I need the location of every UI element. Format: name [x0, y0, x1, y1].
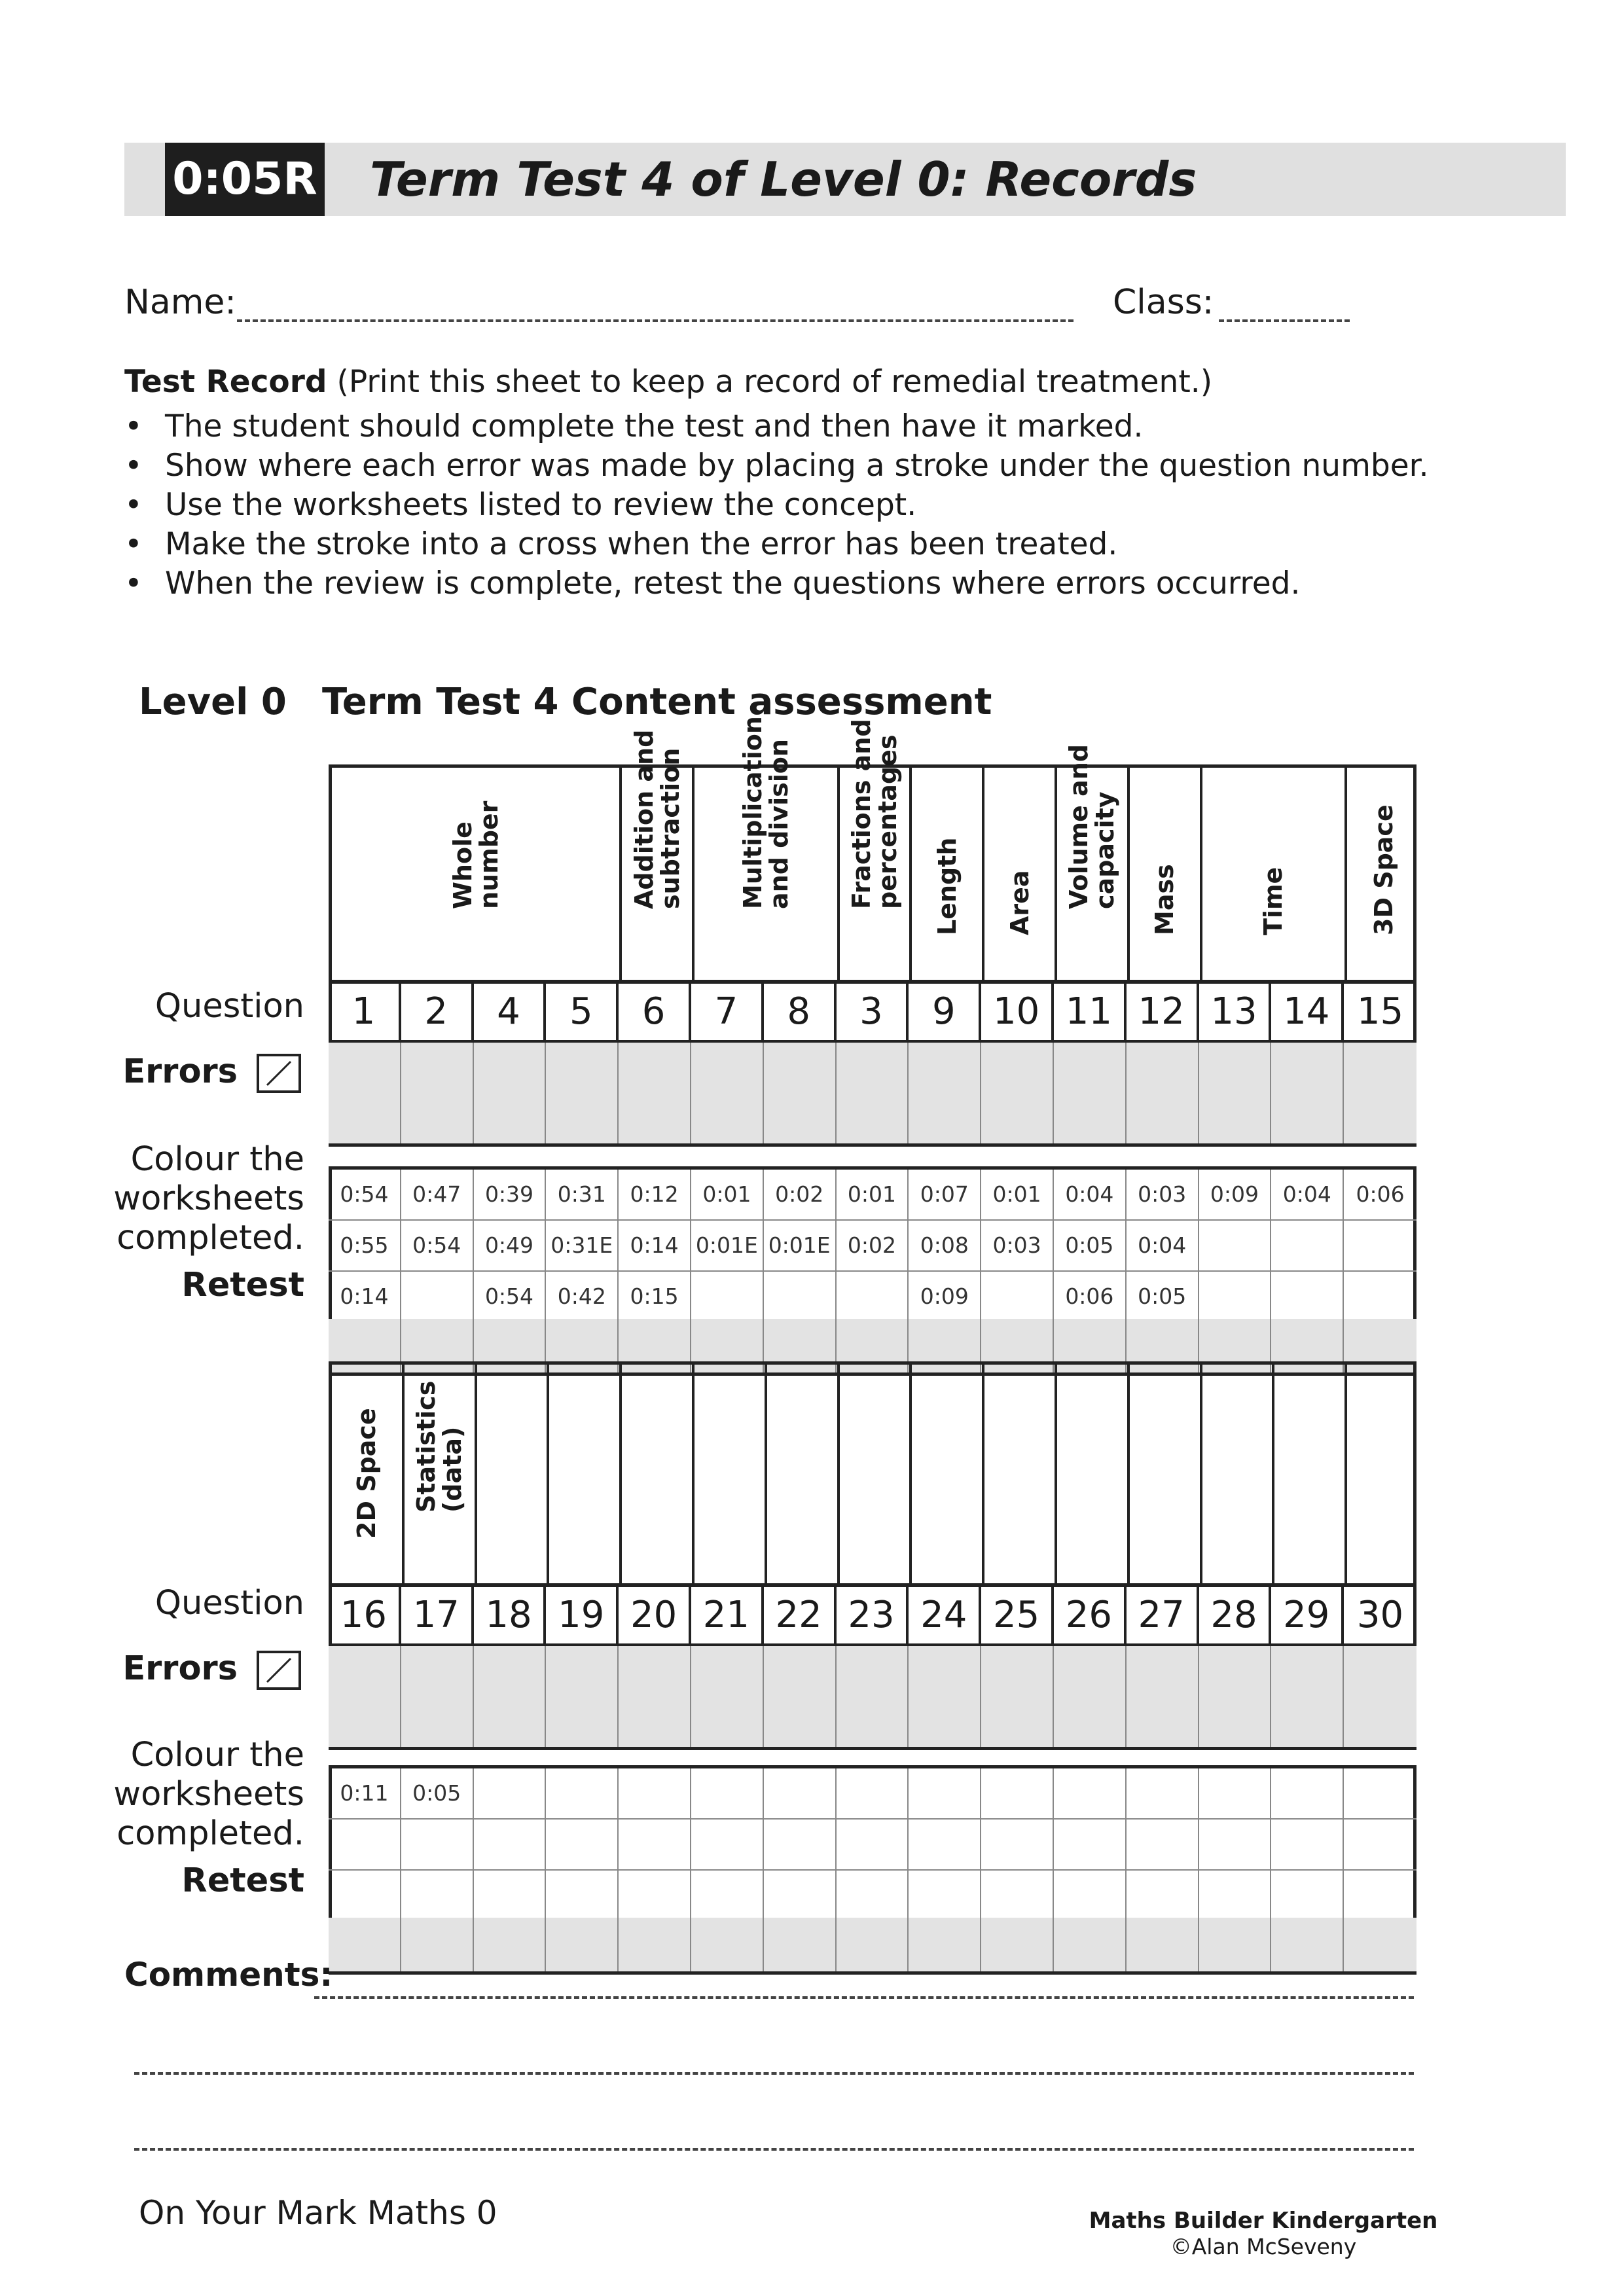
category-header: [332, 768, 622, 980]
comments-label: Comments:: [124, 1956, 333, 1994]
name-label: Name:: [124, 283, 236, 322]
test-record-note: (Print this sheet to keep a record of remedial treatment.): [327, 364, 1213, 400]
error-mark-cell[interactable]: [401, 1646, 474, 1747]
colour-label-line3: completed.: [117, 1814, 304, 1853]
question-row-label: Question: [154, 987, 304, 1026]
category-header: [1202, 768, 1348, 980]
retest-cell[interactable]: [546, 1918, 619, 1971]
worksheet-cell[interactable]: [619, 1820, 691, 1869]
worksheet-cell[interactable]: [691, 1820, 764, 1869]
footer-book-title: Maths Builder Kindergarten: [1089, 2208, 1438, 2234]
category-header: [405, 1365, 477, 1583]
worksheet-cell[interactable]: [474, 1768, 547, 1818]
worksheet-cell[interactable]: [401, 1272, 474, 1321]
category-header: [984, 768, 1057, 980]
worksheet-cell[interactable]: [1271, 1820, 1344, 1869]
question-number: 22: [764, 1587, 837, 1643]
retest-cell[interactable]: [691, 1918, 764, 1971]
question-row: [329, 984, 1416, 1040]
category-label: Length: [932, 837, 962, 935]
question-number: 19: [546, 1587, 619, 1643]
worksheet-cell[interactable]: 0:54: [401, 1221, 474, 1270]
question-number: 12: [1127, 984, 1199, 1040]
worksheet-cell[interactable]: 0:02: [764, 1170, 837, 1219]
question-number: 21: [691, 1587, 764, 1643]
retest-row: [329, 1918, 1416, 1971]
error-mark-cell[interactable]: [546, 1646, 619, 1747]
worksheet-cell[interactable]: [1054, 1820, 1127, 1869]
question-number: 5: [546, 984, 619, 1040]
error-mark-cell[interactable]: [401, 1043, 474, 1143]
question-number: 4: [474, 984, 547, 1040]
question-number: 15: [1356, 990, 1404, 1033]
category-header: [1130, 1365, 1202, 1583]
worksheet-cell[interactable]: [764, 1768, 837, 1818]
class-field[interactable]: [1219, 319, 1350, 322]
category-label: 3D Space: [1369, 804, 1398, 935]
worksheet-cell[interactable]: 0:55: [329, 1221, 401, 1270]
question-number: 16: [329, 1587, 401, 1643]
question-number: 27: [1127, 1587, 1199, 1643]
worksheet-row: [329, 1768, 1416, 1820]
error-mark-cell[interactable]: [909, 1646, 981, 1747]
worksheet-cell[interactable]: 0:03: [981, 1221, 1054, 1270]
worksheet-cell[interactable]: [1127, 1768, 1199, 1818]
question-number: 14: [1271, 984, 1344, 1040]
category-header-row: [329, 716, 1416, 983]
worksheet-cell[interactable]: 0:03: [1127, 1170, 1199, 1219]
worksheet-cell[interactable]: [1271, 1871, 1344, 1920]
question-number: 1: [329, 984, 401, 1040]
worksheet-cell[interactable]: [619, 1768, 691, 1818]
worksheet-cell[interactable]: [1199, 1272, 1272, 1321]
error-mark-cell[interactable]: [837, 1043, 909, 1143]
stroke-mark-icon: [257, 1054, 301, 1093]
error-mark-cell[interactable]: [691, 1043, 764, 1143]
retest-cell[interactable]: [1127, 1918, 1199, 1971]
error-mark-cell[interactable]: [619, 1646, 691, 1747]
error-mark-cell[interactable]: [981, 1043, 1054, 1143]
retest-cell[interactable]: [1054, 1918, 1127, 1971]
test-record-heading: Test Record: [124, 364, 327, 400]
worksheet-cell[interactable]: [1344, 1820, 1416, 1869]
question-number: 17: [401, 1587, 474, 1643]
worksheet-cell[interactable]: [981, 1768, 1054, 1818]
worksheet-cell[interactable]: [1127, 1820, 1199, 1869]
instruction-item: • Make the stroke into a cross when the error has been treated.: [124, 526, 1118, 562]
retest-row-label: Retest: [181, 1861, 304, 1900]
category-label: Mass: [1150, 864, 1180, 935]
worksheet-cell[interactable]: 0:01: [981, 1170, 1054, 1219]
worksheet-cell[interactable]: [691, 1768, 764, 1818]
retest-cell[interactable]: [764, 1918, 837, 1971]
worksheet-cell[interactable]: 0:14: [619, 1221, 691, 1270]
category-header: [332, 1365, 405, 1583]
category-label: Time: [1259, 867, 1288, 935]
worksheet-cell[interactable]: [764, 1871, 837, 1920]
worksheet-cell[interactable]: [981, 1820, 1054, 1869]
question-number: 13: [1199, 984, 1272, 1040]
worksheet-cell[interactable]: [1344, 1768, 1416, 1818]
error-mark-cell[interactable]: [474, 1043, 547, 1143]
question-number: 11: [1054, 984, 1127, 1040]
instruction-item: • When the review is complete, retest the questions where errors occurred.: [124, 565, 1301, 601]
error-mark-cell[interactable]: [909, 1043, 981, 1143]
error-mark-cell[interactable]: [1344, 1043, 1416, 1143]
worksheet-cell[interactable]: 0:04: [1271, 1170, 1344, 1219]
worksheet-cell[interactable]: 0:15: [619, 1272, 691, 1321]
error-mark-cell[interactable]: [1054, 1646, 1127, 1747]
category-header: [984, 1365, 1057, 1583]
worksheet-cell[interactable]: 0:07: [909, 1170, 981, 1219]
name-field[interactable]: [237, 319, 1074, 322]
worksheet-cell[interactable]: 0:01: [691, 1170, 764, 1219]
worksheet-cell[interactable]: 0:31: [546, 1170, 619, 1219]
retest-row-label: Retest: [181, 1266, 304, 1304]
worksheet-cell[interactable]: 0:08: [909, 1221, 981, 1270]
worksheet-cell[interactable]: [837, 1768, 909, 1818]
comments-line-1[interactable]: [314, 1996, 1414, 1999]
category-header: [477, 1365, 550, 1583]
category-label: 2D Space: [352, 1408, 382, 1539]
question-number: 25: [981, 1587, 1054, 1643]
category-header: [622, 1365, 695, 1583]
instruction-item: • Show where each error was made by placing a stroke under the question number.: [124, 448, 1429, 484]
category-label: Multiplication and division: [738, 716, 793, 909]
worksheet-cell[interactable]: 0:09: [1199, 1170, 1272, 1219]
category-header: [549, 1365, 622, 1583]
error-mark-cell[interactable]: [1127, 1646, 1199, 1747]
worksheet-cell[interactable]: [329, 1820, 401, 1869]
retest-cell[interactable]: [619, 1918, 691, 1971]
worksheet-row: [329, 1871, 1416, 1922]
worksheet-cell[interactable]: [691, 1871, 764, 1920]
content-table-1: [329, 716, 1416, 1314]
error-mark-cell[interactable]: [329, 1043, 401, 1143]
worksheet-cell[interactable]: [1271, 1272, 1344, 1321]
colour-label-line1: Colour the: [130, 1140, 304, 1179]
worksheet-cell[interactable]: 0:01: [837, 1170, 909, 1219]
retest-cell[interactable]: [1271, 1918, 1344, 1971]
worksheet-cell[interactable]: [1199, 1820, 1272, 1869]
worksheet-cell[interactable]: 0:01E: [764, 1221, 837, 1270]
worksheet-cell[interactable]: 0:01E: [691, 1221, 764, 1270]
comments-line-2[interactable]: [134, 2072, 1414, 2075]
worksheet-cell[interactable]: [1127, 1871, 1199, 1920]
worksheet-cell[interactable]: 0:02: [837, 1221, 909, 1270]
colour-label-line3: completed.: [117, 1219, 304, 1257]
retest-cell[interactable]: [1344, 1918, 1416, 1971]
retest-cell[interactable]: [1199, 1918, 1272, 1971]
question-number: 8: [764, 984, 837, 1040]
worksheet-cell[interactable]: [1054, 1871, 1127, 1920]
question-number: 10: [981, 984, 1054, 1040]
worksheet-cell[interactable]: [1271, 1221, 1344, 1270]
question-number: 26: [1054, 1587, 1127, 1643]
category-label: Addition and subtraction: [629, 729, 685, 909]
category-header: [1274, 1365, 1347, 1583]
category-header: [695, 716, 840, 980]
worksheet-cell[interactable]: 0:42: [546, 1272, 619, 1321]
worksheet-cell[interactable]: 0:14: [329, 1272, 401, 1321]
level-label: Level 0: [139, 681, 287, 723]
error-mark-cell[interactable]: [1127, 1043, 1199, 1143]
worksheet-cell[interactable]: [837, 1820, 909, 1869]
question-number: 7: [691, 984, 764, 1040]
worksheet-cell[interactable]: 0:06: [1356, 1181, 1405, 1207]
worksheet-cell[interactable]: 0:54: [329, 1170, 401, 1219]
worksheet-cell[interactable]: [1344, 1221, 1416, 1270]
worksheet-cell[interactable]: 0:05: [1054, 1221, 1127, 1270]
category-label: Statistics (data): [412, 1380, 467, 1513]
worksheet-cell[interactable]: 0:05: [401, 1768, 474, 1818]
error-mark-cell[interactable]: [837, 1646, 909, 1747]
category-header: [1202, 1365, 1275, 1583]
category-header: [912, 1365, 984, 1583]
retest-cell[interactable]: [329, 1918, 401, 1971]
question-number: 23: [837, 1587, 909, 1643]
worksheet-cell[interactable]: 0:12: [619, 1170, 691, 1219]
worksheet-cell[interactable]: [1054, 1768, 1127, 1818]
worksheet-cell[interactable]: [837, 1272, 909, 1321]
category-header: [1057, 744, 1130, 980]
colour-label-line2: worksheets: [113, 1179, 304, 1218]
category-label: Fractions and percentages: [846, 719, 902, 909]
retest-cell[interactable]: [474, 1918, 547, 1971]
error-mark-cell[interactable]: [474, 1646, 547, 1747]
error-mark-cell[interactable]: [1199, 1043, 1272, 1143]
worksheet-cell[interactable]: 0:04: [1127, 1221, 1199, 1270]
category-header: [767, 1365, 840, 1583]
instruction-item: • The student should complete the test and then have it marked.: [124, 408, 1144, 444]
errors-row-label: Errors: [122, 1649, 238, 1688]
worksheet-cell[interactable]: 0:06: [1054, 1272, 1127, 1321]
question-number: 28: [1199, 1587, 1272, 1643]
worksheet-row: [329, 1272, 1416, 1323]
assessment-title: Term Test 4 Content assessment: [322, 681, 992, 723]
colour-label-line1: Colour the: [130, 1736, 304, 1774]
category-header: [840, 719, 912, 980]
errors-row-label: Errors: [122, 1052, 238, 1091]
worksheet-cell[interactable]: 0:39: [474, 1170, 547, 1219]
content-table-2: [329, 1361, 1416, 1911]
footer-series: On Your Mark Maths 0: [139, 2194, 497, 2232]
worksheet-cell[interactable]: [981, 1871, 1054, 1920]
worksheet-cell[interactable]: [837, 1871, 909, 1920]
error-mark-cell[interactable]: [764, 1646, 837, 1747]
worksheet-cell[interactable]: [1344, 1871, 1416, 1920]
worksheet-cell[interactable]: [981, 1272, 1054, 1321]
retest-cell[interactable]: [981, 1918, 1054, 1971]
worksheet-cell[interactable]: [546, 1820, 619, 1869]
retest-cell[interactable]: [909, 1918, 981, 1971]
category-header: [1130, 768, 1202, 980]
worksheet-cell[interactable]: [474, 1871, 547, 1920]
category-header: [695, 1365, 767, 1583]
instruction-item: • Use the worksheets listed to review the concept.: [124, 487, 917, 523]
retest-cell[interactable]: [837, 1918, 909, 1971]
worksheet-cell[interactable]: 0:11: [329, 1768, 401, 1818]
error-mark-cell[interactable]: [1344, 1646, 1416, 1747]
worksheet-row: [329, 1221, 1416, 1272]
question-number: 9: [909, 984, 981, 1040]
worksheet-cell[interactable]: [691, 1272, 764, 1321]
colour-label-line2: worksheets: [113, 1775, 304, 1814]
error-mark-cell[interactable]: [981, 1646, 1054, 1747]
page-title: Term Test 4 of Level 0: Records: [370, 152, 1197, 207]
worksheet-cell[interactable]: [764, 1272, 837, 1321]
worksheet-cell[interactable]: [474, 1820, 547, 1869]
worksheet-row: [329, 1820, 1416, 1871]
category-header: [1057, 1365, 1130, 1583]
category-header: [912, 768, 984, 980]
worksheet-cell[interactable]: [401, 1871, 474, 1920]
category-header-row: [329, 1361, 1416, 1587]
errors-row: [329, 1043, 1416, 1143]
worksheet-cell[interactable]: [329, 1871, 401, 1920]
worksheet-cell[interactable]: [546, 1871, 619, 1920]
error-mark-cell[interactable]: [1199, 1646, 1272, 1747]
worksheet-cell[interactable]: [1199, 1871, 1272, 1920]
worksheet-cell[interactable]: [619, 1871, 691, 1920]
question-number: 20: [619, 1587, 691, 1643]
worksheet-cell[interactable]: [909, 1768, 981, 1818]
worksheet-cell[interactable]: [1344, 1272, 1416, 1321]
worksheet-cell[interactable]: [1199, 1768, 1272, 1818]
worksheet-cell[interactable]: [909, 1871, 981, 1920]
worksheet-cell[interactable]: 0:54: [474, 1272, 547, 1321]
category-label: Area: [1005, 870, 1034, 935]
instruction-list: [124, 407, 1429, 603]
worksheet-cell[interactable]: [1271, 1768, 1344, 1818]
question-number: 6: [619, 984, 691, 1040]
error-mark-cell[interactable]: [619, 1043, 691, 1143]
question-row-label: Question: [154, 1584, 304, 1623]
worksheet-cell[interactable]: 0:09: [909, 1272, 981, 1321]
section-title: [139, 681, 992, 723]
error-mark-cell[interactable]: [691, 1646, 764, 1747]
worksheet-cell[interactable]: 0:04: [1054, 1170, 1127, 1219]
worksheet-cell[interactable]: 0:47: [401, 1170, 474, 1219]
footer-copyright: ©Alan McSeveny: [1170, 2234, 1357, 2259]
error-mark-cell[interactable]: [764, 1043, 837, 1143]
error-mark-cell[interactable]: [1054, 1043, 1127, 1143]
question-number: 2: [401, 984, 474, 1040]
retest-cell[interactable]: [401, 1918, 474, 1971]
class-label: Class:: [1113, 283, 1214, 322]
category-header: [840, 1365, 912, 1583]
error-mark-cell[interactable]: [329, 1646, 401, 1747]
errors-row: [329, 1646, 1416, 1747]
worksheet-cell[interactable]: 0:05: [1127, 1272, 1199, 1321]
worksheet-cell[interactable]: [1199, 1221, 1272, 1270]
test-code-badge: 0:05R: [165, 143, 325, 216]
category-header: [622, 729, 695, 980]
worksheet-cell[interactable]: [546, 1768, 619, 1818]
question-number: 29: [1271, 1587, 1344, 1643]
category-label: Whole number: [448, 800, 503, 909]
comments-line-3[interactable]: [134, 2148, 1414, 2151]
worksheet-cell[interactable]: 0:31E: [546, 1221, 619, 1270]
footer-publisher: [1067, 2207, 1460, 2259]
question-number: 18: [474, 1587, 547, 1643]
stroke-mark-icon: [257, 1651, 301, 1690]
worksheet-cell[interactable]: [401, 1820, 474, 1869]
category-label: Volume and capacity: [1064, 744, 1120, 909]
worksheet-cell[interactable]: 0:49: [474, 1221, 547, 1270]
worksheet-row: [329, 1170, 1416, 1221]
category-header: [1347, 1365, 1420, 1583]
error-mark-cell[interactable]: [546, 1043, 619, 1143]
question-number: 3: [837, 984, 909, 1040]
error-mark-cell[interactable]: [1271, 1646, 1344, 1747]
question-number: 30: [1356, 1594, 1404, 1636]
question-number: 24: [909, 1587, 981, 1643]
worksheet-cell[interactable]: [764, 1820, 837, 1869]
error-mark-cell[interactable]: [1271, 1043, 1344, 1143]
worksheet-cell[interactable]: [909, 1820, 981, 1869]
category-header: [1347, 768, 1420, 980]
test-record-intro: [124, 364, 1212, 400]
question-row: [329, 1587, 1416, 1643]
